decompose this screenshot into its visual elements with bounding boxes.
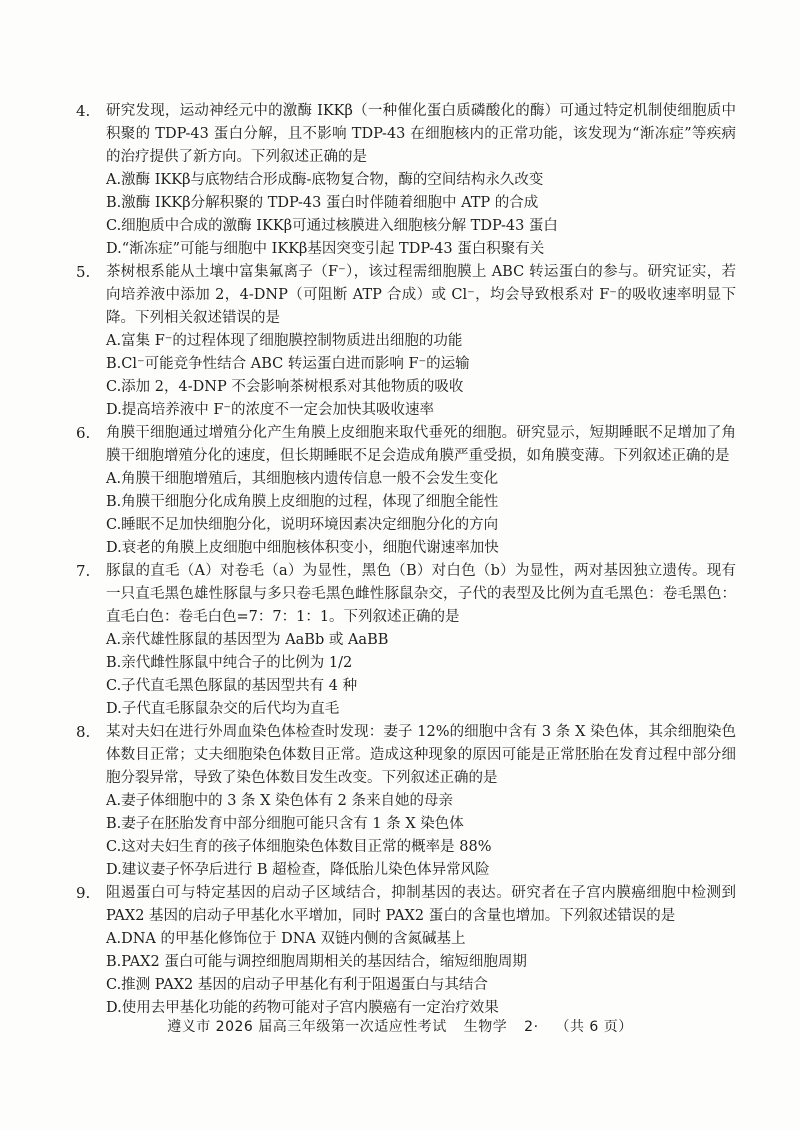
option-a: A.亲代雄性豚鼠的基因型为 AaBb 或 AaBB: [106, 632, 389, 648]
question-list: [76, 100, 736, 1020]
option-b: B.亲代雌性豚鼠中纯合子的比例为 1/2: [106, 655, 353, 671]
question-5: [76, 261, 736, 422]
question-body: [106, 100, 736, 261]
question-8: [76, 721, 736, 882]
option-b: B.角膜干细胞分化成角膜上皮细胞的过程，体现了细胞全能性: [106, 494, 499, 510]
option-b: B.激酶 IKKβ分解积聚的 TDP-43 蛋白时伴随着细胞中 ATP 的合成: [106, 195, 539, 211]
question-number: 7.: [76, 562, 91, 580]
option-d: D.子代直毛豚鼠杂交的后代均为直毛: [106, 701, 340, 717]
page-footer: [0, 1016, 800, 1036]
option-d: D.“渐冻症”可能与细胞中 IKKβ基因突变引起 TDP-43 蛋白积聚有关: [106, 241, 545, 257]
option-a: A.激酶 IKKβ与底物结合形成酶-底物复合物，酶的空间结构永久改变: [106, 172, 544, 188]
option-d: D.衰老的角膜上皮细胞中细胞核体积变小，细胞代谢速率加快: [106, 540, 499, 556]
question-stem: 研究发现，运动神经元中的激酶 IKKβ（一种催化蛋白质磷酸化的酶）可通过特定机制使细胞质中积聚的 TDP-43 蛋白分解，且不影响 TDP-43 在细胞核内的正常功能，该发现为“渐冻症”等疾病的治疗提供了新方向。下列叙述正确的是: [106, 103, 736, 165]
question-stem: 某对夫妇在进行外周血染色体检查时发现：妻子 12%的细胞中含有 3 条 X 染色体，其余细胞染色体数目正常；丈夫细胞染色体数目正常。造成这种现象的原因可能是正常胚胎在发育过程中部分细胞分裂异常，导致了染色体数目发生改变。下列叙述正确的是: [106, 724, 736, 786]
option-b: B.Cl⁻可能竞争性结合 ABC 转运蛋白进而影响 F⁻的运输: [106, 356, 470, 372]
question-4: [76, 100, 736, 261]
option-d: D.提高培养液中 F⁻的浓度不一定会加快其吸收速率: [106, 402, 435, 418]
total-pages: （共 6 页）: [555, 1019, 633, 1035]
option-c: C.这对夫妇生育的孩子体细胞染色体数目正常的概率是 88%: [106, 839, 492, 855]
option-c: C.细胞质中合成的激酶 IKKβ可通过核膜进入细胞核分解 TDP-43 蛋白: [106, 218, 558, 234]
question-number: 9.: [76, 884, 91, 902]
question-7: [76, 560, 736, 721]
option-d: D.使用去甲基化功能的药物可能对子宫内膜癌有一定治疗效果: [106, 1000, 499, 1016]
option-c: C.推测 PAX2 基因的启动子甲基化有利于阻遏蛋白与其结合: [106, 977, 488, 993]
option-c: C.添加 2，4-DNP 不会影响茶树根系对其他物质的吸收: [106, 379, 464, 395]
option-c: C.睡眠不足加快细胞分化，说明环境因素决定细胞分化的方向: [106, 517, 499, 533]
question-body: [106, 882, 736, 1020]
question-stem: 阻遏蛋白可与特定基因的启动子区域结合，抑制基因的表达。研究者在子宫内膜癌细胞中检测到 PAX2 基因的启动子甲基化水平增加，同时 PAX2 蛋白的含量也增加。下列叙述错误的是: [106, 885, 736, 924]
question-6: [76, 422, 736, 560]
option-b: B.PAX2 蛋白可能与调控细胞周期相关的基因结合，缩短细胞周期: [106, 954, 527, 970]
question-number: 6.: [76, 424, 91, 442]
question-stem: 豚鼠的直毛（A）对卷毛（a）为显性，黑色（B）对白色（b）为显性，两对基因独立遗传。现有一只直毛黑色雄性豚鼠与多只卷毛黑色雌性豚鼠杂交，子代的表型及比例为直毛黑色：卷毛黑色：直毛白色：卷毛白色=7：7：1：1。下列叙述正确的是: [106, 563, 736, 625]
question-body: [106, 261, 736, 422]
subject-name: 生物学: [463, 1019, 508, 1035]
question-number: 4.: [76, 102, 91, 120]
option-a: A.妻子体细胞中的 3 条 X 染色体有 2 条来自她的母亲: [106, 793, 454, 809]
exam-title: 遵义市 2026 届高三年级第一次适应性考试: [167, 1019, 447, 1035]
option-a: A.富集 F⁻的过程体现了细胞膜控制物质进出细胞的功能: [106, 333, 463, 349]
option-b: B.妻子在胚胎发育中部分细胞可能只含有 1 条 X 染色体: [106, 816, 464, 832]
question-number: 8.: [76, 723, 91, 741]
option-d: D.建议妻子怀孕后进行 B 超检查，降低胎儿染色体异常风险: [106, 862, 490, 878]
page-number: 2·: [524, 1019, 539, 1035]
question-body: [106, 560, 736, 721]
option-c: C.子代直毛黑色豚鼠的基因型共有 4 种: [106, 678, 358, 694]
option-a: A.角膜干细胞增殖后，其细胞核内遗传信息一般不会发生变化: [106, 471, 499, 487]
question-stem: 角膜干细胞通过增殖分化产生角膜上皮细胞来取代垂死的细胞。研究显示，短期睡眠不足增加了角膜干细胞增殖分化的速度，但长期睡眠不足会造成角膜严重受损，如角膜变薄。下列叙述正确的是: [106, 425, 736, 464]
question-9: [76, 882, 736, 1020]
question-body: [106, 422, 736, 560]
question-number: 5.: [76, 263, 91, 281]
question-body: [106, 721, 736, 882]
question-stem: 茶树根系能从土壤中富集氟离子（F⁻），该过程需细胞膜上 ABC 转运蛋白的参与。研究证实，若向培养液中添加 2，4-DNP（可阻断 ATP 合成）或 Cl⁻，均会导致根系对 F⁻的吸收速率明显下降。下列相关叙述错误的是: [106, 264, 736, 326]
option-a: A.DNA 的甲基化修饰位于 DNA 双链内侧的含氮碱基上: [106, 931, 466, 947]
